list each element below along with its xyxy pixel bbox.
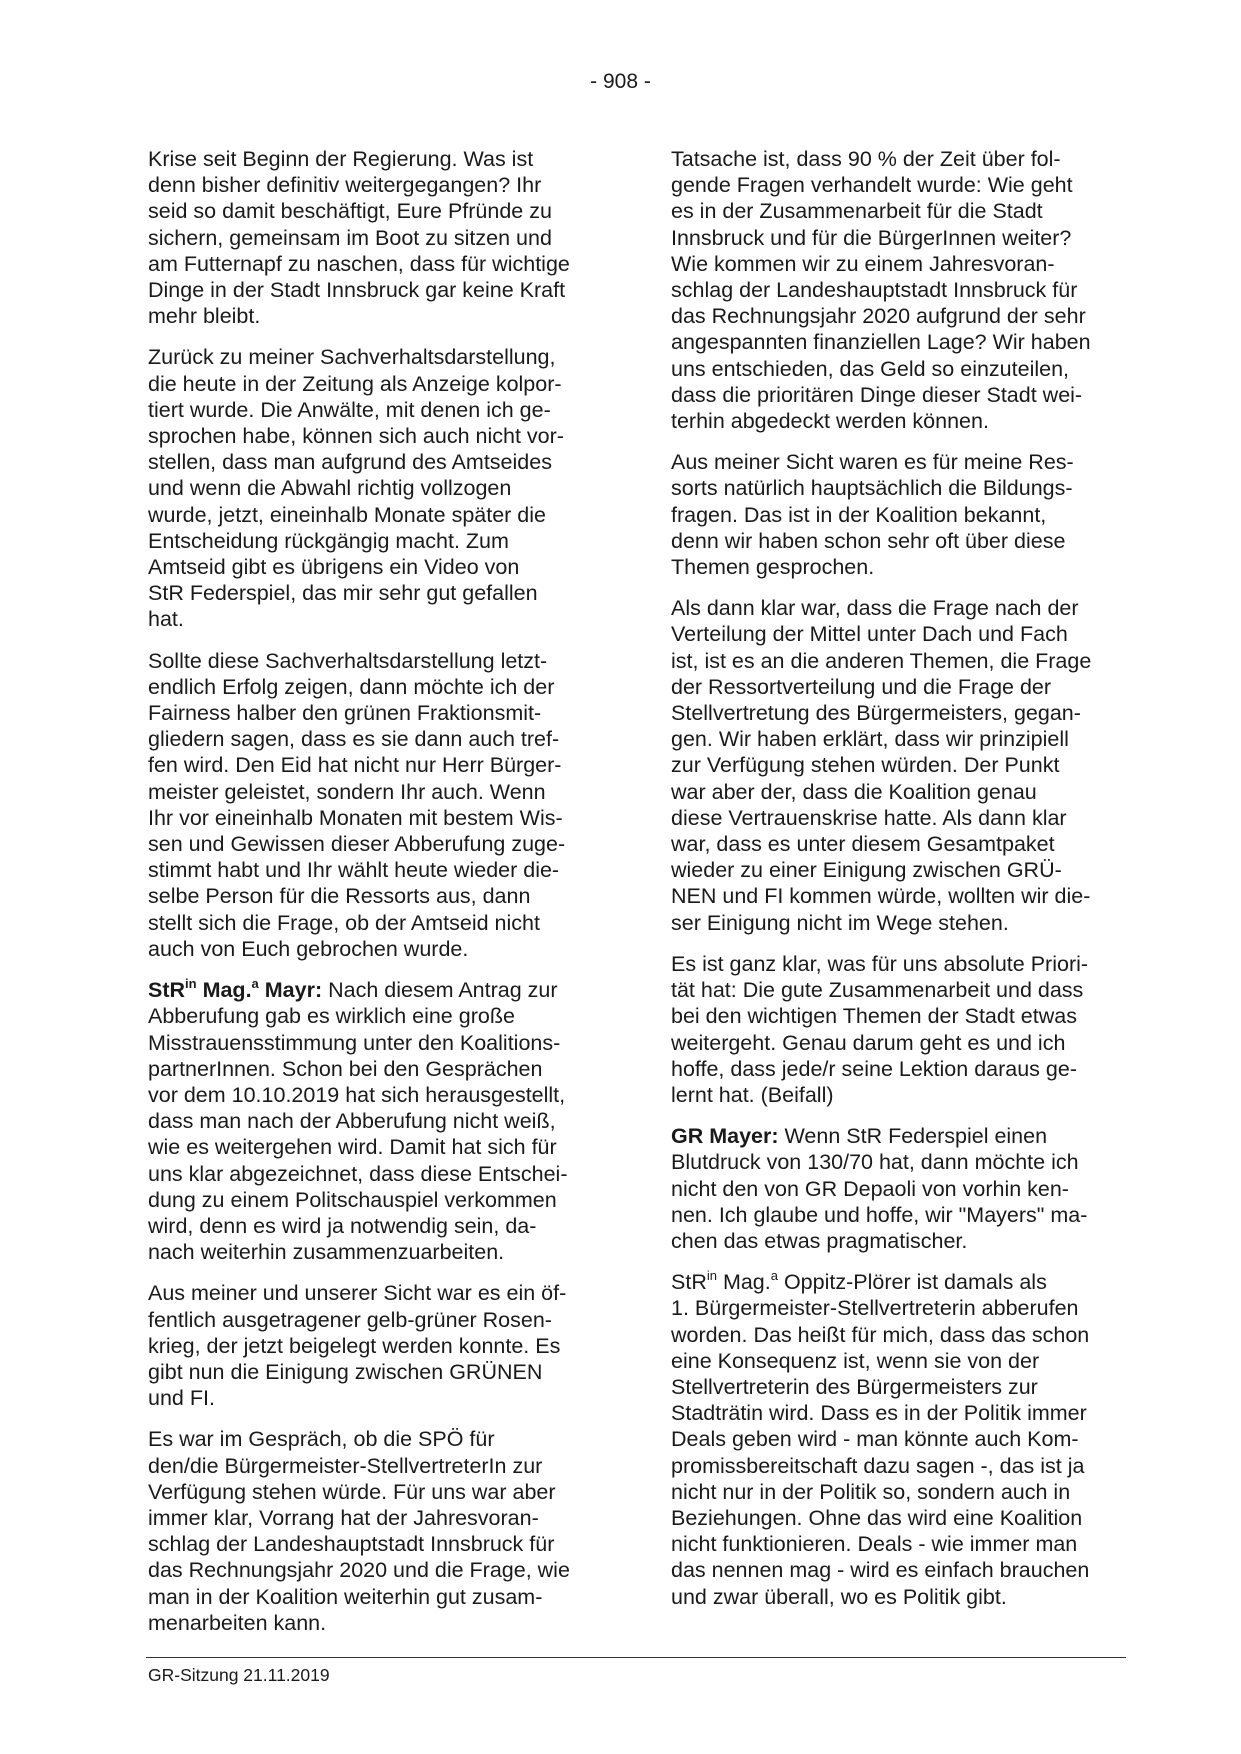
- speech-gr-mayer: [671, 1123, 1131, 1254]
- text-line: Fairness halber den grünen Fraktionsmit-: [148, 701, 542, 726]
- text-line: Krise seit Beginn der Regierung. Was ist: [148, 147, 534, 171]
- text-line: der Ressortverteilung und die Frage der: [671, 674, 1052, 699]
- text-line: sorts natürlich hauptsächlich die Bildungs-: [671, 476, 1073, 501]
- text-line: uns klar abgezeichnet, dass diese Entschei-: [148, 1161, 568, 1186]
- text-line: das Rechnungsjahr 2020 aufgrund der sehr: [671, 304, 1086, 329]
- text-line: endlich Erfolg zeigen, dann möchte ich der: [148, 674, 555, 699]
- text-line: Aus meiner Sicht waren es für meine Res-: [671, 450, 1074, 475]
- text-line: Es ist ganz klar, was für uns absolute Priori-: [671, 951, 1089, 976]
- text-line: tät hat: Die gute Zusammenarbeit und dass: [671, 978, 1084, 1003]
- text-line: denn wir haben schon sehr oft über diese: [671, 528, 1066, 553]
- text-line: denn bisher definitiv weitergegangen? Ihr: [148, 173, 542, 198]
- left-column: [148, 146, 608, 1651]
- text-line: war, dass es unter diesem Gesamtpaket: [671, 832, 1055, 857]
- text-line: und zwar überall, wo es Politik gibt.: [671, 1584, 1007, 1609]
- text-line: ist, ist es an die anderen Themen, die Frage: [671, 648, 1092, 673]
- text-line: nen. Ich glaube und hoffe, wir "Mayers" ma-: [671, 1202, 1088, 1227]
- text-line: fen wird. Den Eid hat nicht nur Herr Bürger-: [148, 753, 562, 778]
- text-line: 1. Bürgermeister-Stellvertreterin abberufen: [671, 1296, 1079, 1321]
- text-line: Zurück zu meiner Sachverhaltsdarstellung,: [148, 345, 556, 370]
- speaker-name: GR Mayer:: [671, 1124, 779, 1149]
- text-line: Stellvertretung des Bürgermeisters, gegan-: [671, 701, 1081, 726]
- text-line: Stellvertreterin des Bürgermeisters zur: [671, 1374, 1038, 1399]
- text-line: Sollte diese Sachverhaltsdarstellung letzt-: [148, 648, 548, 673]
- paragraph: [671, 595, 1131, 936]
- speech-mayr: [148, 977, 608, 1265]
- text-line: es in der Zusammenarbeit für die Stadt: [671, 199, 1043, 224]
- text-line: fragen. Das ist in der Koalition bekannt,: [671, 502, 1047, 527]
- text-line: lernt hat. (Beifall): [671, 1082, 834, 1107]
- text-line: tiert wurde. Die Anwälte, mit denen ich ge-: [148, 397, 551, 422]
- text-line: gibt nun die Einigung zwischen GRÜNEN: [148, 1359, 543, 1384]
- text-line: gen. Wir haben erklärt, dass wir prinzipiell: [671, 727, 1069, 752]
- text-line: gende Fragen verhandelt wurde: Wie geht: [671, 173, 1073, 198]
- text-line: nicht den von GR Depaoli von vorhin ken-: [671, 1176, 1069, 1201]
- text-line: stellen, dass man aufgrund des Amtseides: [148, 450, 552, 475]
- text-line: dass man nach der Abberufung nicht weiß,: [148, 1109, 556, 1134]
- text-line: Stadträtin wird. Dass es in der Politik immer: [671, 1401, 1087, 1426]
- text-line: menarbeiten kann.: [148, 1610, 327, 1635]
- text-line: Als dann klar war, dass die Frage nach der: [671, 596, 1079, 621]
- text-line: hat.: [148, 607, 184, 632]
- text-line: sichern, gemeinsam im Boot zu sitzen und: [148, 225, 552, 250]
- text-line: das Rechnungsjahr 2020 und die Frage, wie: [148, 1558, 570, 1583]
- speaker-name: StR$^{in}$ Mag.$^a$ Mayr:: [148, 975, 323, 1003]
- text-line: immer klar, Vorrang hat der Jahresvoran-: [148, 1505, 539, 1530]
- text-line: wurde, jetzt, eineinhalb Monate später die: [148, 502, 546, 527]
- text-line: Blutdruck von 130/70 hat, dann möchte ich: [671, 1150, 1079, 1175]
- footer-session-date: GR-Sitzung 21.11.2019: [148, 1665, 330, 1685]
- text-line: hoffe, dass jede/r seine Lektion daraus ge-: [671, 1056, 1077, 1081]
- text-line: diese Vertrauenskrise hatte. Als dann klar: [671, 805, 1067, 830]
- text-line: promissbereitschaft dazu sagen -, das ist ja: [671, 1453, 1085, 1478]
- text-line: nach weiterhin zusammenzuarbeiten.: [148, 1240, 505, 1265]
- paragraph: [148, 146, 608, 329]
- text-line: wieder zu einer Einigung zwischen GRÜ-: [671, 858, 1062, 883]
- text-line: uns entschieden, das Geld so einzuteilen,: [671, 356, 1070, 381]
- text-line: chen das etwas pragmatischer.: [671, 1228, 968, 1253]
- paragraph: [148, 1426, 608, 1636]
- text-line: bei den wichtigen Themen der Stadt etwas: [671, 1004, 1077, 1029]
- text-line: gliedern sagen, dass es sie dann auch tref-: [148, 727, 560, 752]
- text-line: Amtseid gibt es übrigens ein Video von: [148, 555, 520, 580]
- text-line: worden. Das heißt für mich, dass das schon: [671, 1322, 1090, 1347]
- text-line: ser Einigung nicht im Wege stehen.: [671, 910, 1009, 935]
- text-line: das nennen mag - wird es einfach brauchen: [671, 1558, 1090, 1583]
- text-line: fentlich ausgetragener gelb-grüner Rosen-: [148, 1307, 552, 1332]
- text-line: Beziehungen. Ohne das wird eine Koalition: [671, 1505, 1083, 1530]
- text-line: seid so damit beschäftigt, Eure Pfründe zu: [148, 199, 552, 224]
- paragraph: [148, 344, 608, 632]
- paragraph: [148, 648, 608, 962]
- text-line: schlag der Landeshauptstadt Innsbruck für: [671, 278, 1078, 303]
- text-line: angespannten finanziellen Lage? Wir haben: [671, 330, 1091, 355]
- text-line: auch von Euch gebrochen wurde.: [148, 936, 469, 961]
- text-line: eine Konsequenz ist, wenn sie von der: [671, 1348, 1040, 1373]
- text-line: dung zu einem Politschauspiel verkommen: [148, 1187, 557, 1212]
- text-line: und FI.: [148, 1386, 215, 1411]
- paragraph: [148, 1280, 608, 1411]
- text-line: Themen gesprochen.: [671, 555, 875, 580]
- text-line: vor dem 10.10.2019 hat sich herausgestellt,: [148, 1082, 566, 1107]
- text-line: Verteilung der Mittel unter Dach und Fach: [671, 622, 1068, 647]
- text-line: Abberufung gab es wirklich eine große: [148, 1004, 515, 1029]
- text-line: die heute in der Zeitung als Anzeige kolpor-: [148, 371, 562, 396]
- text-line: nicht nur in der Politik so, sondern auch in: [671, 1479, 1071, 1504]
- text-line: mehr bleibt.: [148, 304, 261, 329]
- text-line: StR$^{in}$ Mag.$^a$ Oppitz-Plörer ist damals als: [671, 1267, 1047, 1295]
- text-line: war aber der, dass die Koalition genau: [671, 779, 1037, 804]
- paragraph: [671, 449, 1131, 580]
- text-line: Entscheidung rückgängig macht. Zum: [148, 528, 509, 553]
- text-line: stimmt habt und Ihr wählt heute wieder die-: [148, 858, 560, 883]
- text-line: schlag der Landeshauptstadt Innsbruck für: [148, 1532, 555, 1557]
- text-line: stellt sich die Frage, ob der Amtseid nicht: [148, 910, 540, 935]
- text-line: Deals geben wird - man könnte auch Kom-: [671, 1427, 1079, 1452]
- paragraph: [671, 1269, 1131, 1610]
- text-line: dass die prioritären Dinge dieser Stadt wei-: [671, 382, 1083, 407]
- text-line: krieg, der jetzt beigelegt werden konnte. Es: [148, 1333, 561, 1358]
- text-line: wie es weitergehen wird. Damit hat sich für: [148, 1135, 557, 1160]
- text-line: Es war im Gespräch, ob die SPÖ für: [148, 1427, 495, 1452]
- text-line: wird, denn es wird ja notwendig sein, da-: [148, 1213, 537, 1238]
- text-line: weitergeht. Genau darum geht es und ich: [671, 1030, 1066, 1055]
- text-line: partnerInnen. Schon bei den Gesprächen: [148, 1056, 543, 1081]
- text-line: Ihr vor eineinhalb Monaten mit bestem Wis-: [148, 805, 563, 830]
- text-line: StR Federspiel, das mir sehr gut gefallen: [148, 581, 538, 606]
- text-line: Wie kommen wir zu einem Jahresvoran-: [671, 251, 1055, 276]
- text-line: Misstrauensstimmung unter den Koalitions-: [148, 1030, 561, 1055]
- page-number: - 908 -: [590, 70, 651, 93]
- text-line: Verfügung stehen würde. Für uns war aber: [148, 1479, 556, 1504]
- text-line: sen und Gewissen dieser Abberufung zuge-: [148, 832, 566, 857]
- right-column: [671, 146, 1131, 1625]
- paragraph: [671, 951, 1131, 1108]
- text-line: und wenn die Abwahl richtig vollzogen: [148, 476, 512, 501]
- text-line: Dinge in der Stadt Innsbruck gar keine Kraft: [148, 278, 566, 303]
- text-line: zur Verfügung stehen würden. Der Punkt: [671, 753, 1060, 778]
- speaker-line: StR$^{in}$ Mag.$^a$ Mayr: Nach diesem Antrag zur: [148, 975, 558, 1003]
- text-line: sprochen habe, können sich auch nicht vor-: [148, 424, 564, 449]
- text-line: Aus meiner und unserer Sicht war es ein öf-: [148, 1281, 567, 1306]
- text-line: meister geleistet, sondern Ihr auch. Wenn: [148, 779, 546, 804]
- footer-divider: [146, 1657, 1126, 1658]
- text-line: NEN und FI kommen würde, wollten wir die-: [671, 884, 1091, 909]
- paragraph: [671, 146, 1131, 434]
- text-line: den/die Bürgermeister-StellvertreterIn zur: [148, 1453, 543, 1478]
- text-line: man in der Koalition weiterhin gut zusam-: [148, 1584, 543, 1609]
- speaker-line: GR Mayer: Wenn StR Federspiel einen: [671, 1124, 1048, 1149]
- text-line: am Futternapf zu naschen, dass für wichtige: [148, 251, 570, 276]
- text-line: nicht funktionieren. Deals - wie immer man: [671, 1532, 1078, 1557]
- text-line: Innsbruck und für die BürgerInnen weiter?: [671, 225, 1072, 250]
- text-line: selbe Person für die Ressorts aus, dann: [148, 884, 531, 909]
- text-line: terhin abgedeckt werden können.: [671, 409, 989, 434]
- text-line: Tatsache ist, dass 90 % der Zeit über fol-: [671, 147, 1061, 171]
